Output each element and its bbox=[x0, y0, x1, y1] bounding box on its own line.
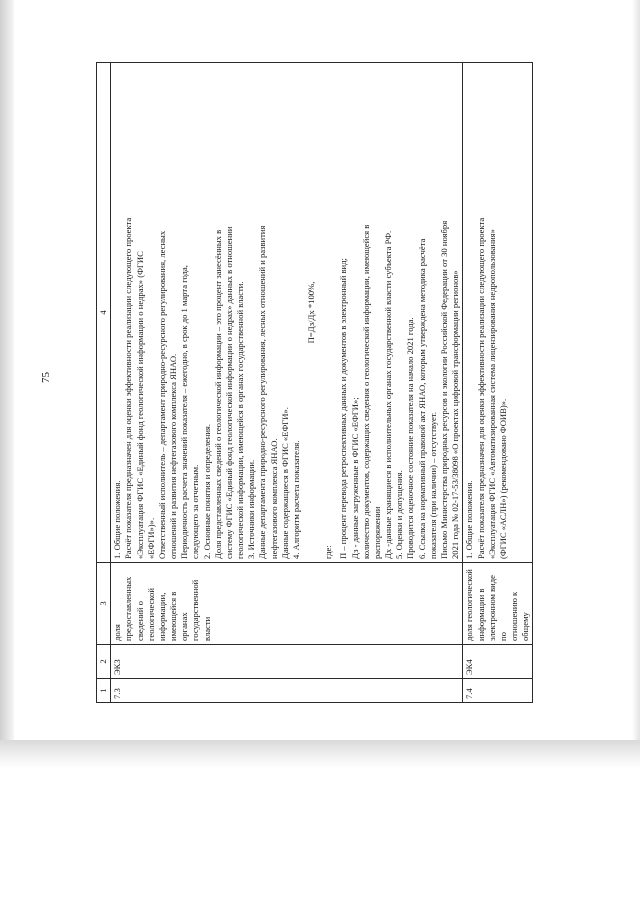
name-line: электронном виде по bbox=[486, 575, 508, 641]
table-row bbox=[463, 63, 533, 703]
row-code: ЭК3 bbox=[111, 645, 463, 679]
indicator-table bbox=[96, 62, 533, 703]
desc-line: 5. Оценки и допущения. bbox=[394, 470, 405, 559]
row-indicator-name bbox=[463, 563, 533, 645]
desc-line: «Эксплуатация ФГИС «Автоматизированная система лицензирования недропользования» bbox=[486, 229, 497, 559]
column-header: 1 bbox=[97, 679, 111, 703]
desc-line: 2021 года № 02-17-53/38098 «О проектах цифровой трансформации регионов» bbox=[450, 270, 461, 559]
table-row bbox=[111, 63, 463, 703]
desc-line: где: bbox=[323, 545, 334, 559]
desc-line: 3. Источники информации. bbox=[246, 459, 257, 559]
desc-line: 6. Ссылка на нормативный правовой акт ЯНАО, которым утверждена методика расчёта bbox=[416, 238, 427, 559]
name-line: геологической bbox=[145, 588, 156, 641]
name-line: доля предоставленных bbox=[112, 576, 134, 641]
desc-line: Расчёт показателя предназначен для оценки эффективности реализации следующего проекта bbox=[475, 217, 486, 559]
row-indicator-name bbox=[111, 563, 463, 645]
name-line: отношению к общему bbox=[509, 591, 531, 641]
page-number: 75 bbox=[40, 372, 52, 383]
desc-line: Ответственный исполнитель – департамент природно-ресурсного регулирования, лесных bbox=[156, 230, 167, 559]
desc-line: Доля представленных сведений о геологической информации – это процент занесённых в bbox=[212, 229, 223, 559]
row-code: ЭК4 bbox=[463, 645, 533, 679]
desc-line: Расчёт показателя предназначен для оценки эффективности реализации следующего проекта bbox=[123, 217, 134, 559]
desc-line: (ФГИС «АСЛН») (рекомендовано ФОИВ)». bbox=[497, 398, 508, 559]
desc-line: 1. Общие положения. bbox=[112, 480, 123, 559]
desc-line: Дз - данные загруженные в ФГИС «ЕФГИ»; bbox=[349, 397, 360, 559]
scan-bottom-shadow bbox=[0, 740, 640, 768]
row-number: 7.3 bbox=[111, 679, 463, 703]
desc-line: количество документов, содержащих сведения о геологической информации, имеющейся в bbox=[360, 224, 371, 559]
name-line: доля геологической bbox=[464, 569, 475, 641]
desc-line: Периодичность расчета значений показателя – ежегодно, в срок до 1 марта года, bbox=[179, 265, 190, 559]
desc-line: 1. Общие положения. bbox=[464, 480, 475, 559]
name-line: информации, bbox=[156, 592, 167, 641]
scan-edge-right bbox=[632, 0, 640, 760]
table-header-row bbox=[97, 63, 111, 703]
scan-edge-left bbox=[0, 0, 14, 760]
name-line: информации в bbox=[475, 588, 486, 641]
name-line: государственной bbox=[190, 579, 201, 641]
desc-line: Данные содержащиеся в ФГИС «ЕФГИ». bbox=[279, 407, 290, 559]
desc-line: Проводится оценочное состояние показателя на начало 2021 года. bbox=[405, 317, 416, 559]
name-line: власти bbox=[201, 616, 212, 641]
column-header: 4 bbox=[97, 63, 111, 563]
column-header: 3 bbox=[97, 563, 111, 645]
desc-line: систему ФГИС «Единый фонд геологической информации о недрах» данных в отношении bbox=[223, 226, 234, 559]
rotated-page bbox=[40, 40, 600, 715]
desc-line: распоряжении bbox=[371, 506, 382, 559]
desc-line: П – процент перевода ретроспективных данных и документов в электронный вид; bbox=[338, 258, 349, 559]
desc-line: Дх -данные хранящиеся в исполнительных органах государственной власти субъекта РФ. bbox=[383, 230, 394, 559]
desc-line: геологической информации, имеющейся в органах государственной власти. bbox=[235, 281, 246, 559]
desc-line: «ЕФГИ»)». bbox=[145, 517, 156, 559]
row-description bbox=[111, 63, 463, 563]
desc-line: Данные департамента природно-ресурсного регулирования, лесных отношений и развития bbox=[257, 225, 268, 559]
name-line: сведений о bbox=[134, 601, 145, 641]
desc-line: следующего за отчетным. bbox=[190, 464, 201, 559]
row-number: 7.4 bbox=[463, 679, 533, 703]
name-line: имеющейся в органах bbox=[168, 591, 190, 641]
desc-line: «Эксплуатация ФГИС «Единый фонд геологической информации о недрах» (ФГИС bbox=[134, 251, 145, 559]
desc-line: нефтегазового комплекса ЯНАО. bbox=[268, 438, 279, 559]
formula: П=Дз/Дх *100%, bbox=[306, 281, 317, 344]
desc-line: показателя (при наличии) – отсутствует. bbox=[427, 411, 438, 559]
desc-line: 2. Основные понятия и определения. bbox=[201, 423, 212, 559]
desc-line: 4. Алгоритм расчета показателя. bbox=[290, 440, 301, 559]
column-header: 2 bbox=[97, 645, 111, 679]
desc-line: Письмо Министерства природных ресурсов и экологии Российской Федерации от 30 ноября bbox=[438, 220, 449, 559]
desc-line: отношений и развития нефтегазового комплекса ЯНАО. bbox=[168, 353, 179, 559]
row-description bbox=[463, 63, 533, 563]
